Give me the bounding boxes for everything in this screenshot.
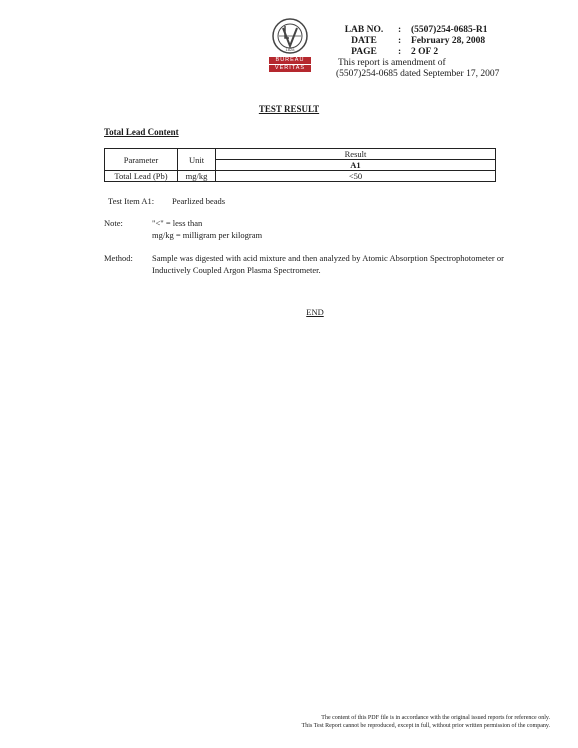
- header-result: Result: [216, 149, 496, 160]
- method-text: Sample was digested with acid mixture and then analyzed by Atomic Absorption Spectrophotometer or Inductively Coupled Argon Plasma Spectrometer.: [152, 253, 504, 275]
- note-line-1: "<" = less than: [152, 218, 203, 228]
- amendment-line-1: This report is amendment of: [338, 58, 446, 68]
- date-label: DATE: [351, 36, 377, 46]
- date-value: February 28, 2008: [411, 36, 486, 46]
- logo-text-top: BUREAU: [275, 57, 305, 63]
- test-item-value: Pearlized beads: [172, 196, 226, 206]
- page-row: [335, 47, 565, 58]
- logo-year: 1828: [285, 47, 295, 52]
- test-item-label: Test Item A1:: [108, 196, 155, 206]
- lab-no-label: LAB NO.: [344, 25, 384, 35]
- report-title: TEST RESULT: [258, 104, 320, 114]
- section-title: Total Lead Content: [104, 127, 179, 137]
- note-line-2: mg/kg = milligram per kilogram: [152, 230, 263, 240]
- page-colon: :: [398, 47, 402, 57]
- table-header-row: [105, 149, 496, 160]
- footer-line-2: This Test Report cannot be reproduced, except in full, without prior written permission of the company.: [301, 723, 550, 729]
- date-colon: :: [398, 36, 402, 46]
- page-value: 2 OF 2: [411, 47, 439, 57]
- bureau-veritas-logo: [268, 16, 312, 72]
- lab-no-colon: :: [398, 25, 402, 35]
- header-unit: Unit: [178, 149, 216, 171]
- cell-result: <50: [216, 171, 496, 182]
- page-label: PAGE: [351, 47, 377, 57]
- lab-no-value: (5507)254-0685-R1: [411, 25, 488, 35]
- cell-parameter: Total Lead (Pb): [105, 171, 178, 182]
- note-label: Note:: [104, 218, 123, 228]
- header-result-a1: A1: [216, 160, 496, 171]
- lab-no-row: [335, 25, 565, 36]
- table-row: [105, 171, 496, 182]
- amendment-line-2: (5507)254-0685 dated September 17, 2007: [336, 69, 500, 79]
- header-parameter: Parameter: [105, 149, 178, 171]
- footer-line-1: The content of this PDF file is in accordance with the original issued reports for reference only.: [321, 715, 550, 721]
- logo-text-bottom: VERITAS: [274, 65, 306, 71]
- method-label: Method:: [104, 253, 133, 263]
- results-table: [104, 148, 496, 182]
- date-row: [335, 36, 565, 47]
- cell-unit: mg/kg: [178, 171, 216, 182]
- end-marker: END: [306, 307, 324, 317]
